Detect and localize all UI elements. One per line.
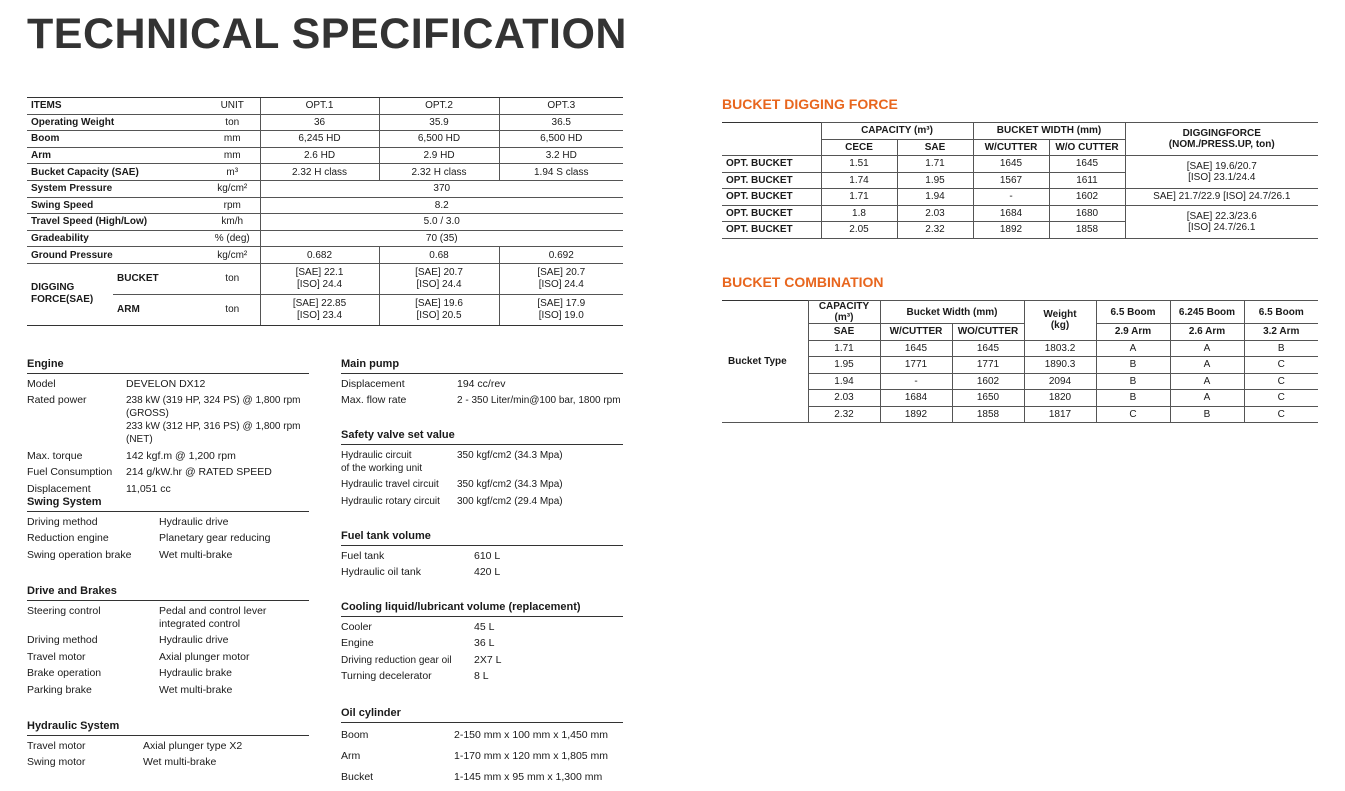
header-boom-3: 6.5 Boom	[1244, 301, 1318, 324]
force-cell: [SAE] 19.6/20.7 [ISO] 23.1/24.4	[1125, 156, 1318, 189]
force-cell: SAE] 21.7/22.9 [ISO] 24.7/26.1	[1125, 189, 1318, 206]
value: 370	[260, 180, 623, 197]
row-label: OPT. BUCKET	[722, 172, 821, 189]
cell: 1680	[1049, 205, 1125, 222]
engine-title: Engine	[27, 358, 309, 374]
cell: 1645	[880, 340, 952, 357]
cell: B	[1170, 406, 1244, 423]
header-capacity: CAPACITY (m³)	[821, 123, 973, 140]
cell: 1803.2	[1024, 340, 1096, 357]
value: 35.9	[379, 114, 499, 131]
cell: -	[880, 373, 952, 390]
cell: 1645	[952, 340, 1024, 357]
cell: 2.32	[897, 222, 973, 239]
header-opt3: OPT.3	[499, 98, 623, 115]
value: 8.2	[260, 197, 623, 214]
spec-key: Steering control	[27, 604, 101, 617]
spec-value: 45 L	[474, 620, 495, 633]
spec-key: Model	[27, 377, 56, 390]
value: [SAE] 20.7 [ISO] 24.4	[379, 263, 499, 294]
digging-row	[722, 205, 1318, 222]
cell: 1645	[1049, 156, 1125, 173]
spec-row-boom	[27, 131, 623, 148]
item-label: Bucket Capacity (SAE)	[27, 164, 205, 181]
fuel-tank-section	[341, 530, 623, 579]
digging-bucket-label: BUCKET	[113, 263, 205, 294]
spec-key: Cooler	[341, 620, 372, 633]
sub-arm-1: 2.9 Arm	[1096, 324, 1170, 341]
spec-row-arm	[27, 147, 623, 164]
fuel-tank-title: Fuel tank volume	[341, 530, 623, 546]
page-title: TECHNICAL SPECIFICATION	[27, 10, 627, 58]
unit: kg/cm²	[205, 247, 260, 264]
spec-key: Brake operation	[27, 667, 102, 679]
value: 6,500 HD	[379, 131, 499, 148]
safety-valve-section	[341, 429, 623, 508]
spec-value: Axial plunger type X2	[143, 739, 243, 752]
unit: mm	[205, 131, 260, 148]
cell: C	[1244, 373, 1318, 390]
cell: A	[1170, 390, 1244, 407]
value: 1.94 S class	[499, 164, 623, 181]
spec-key: Max. flow rate	[341, 394, 407, 406]
header-opt1: OPT.1	[260, 98, 379, 115]
sub-wcutter: W/CUTTER	[973, 139, 1049, 156]
spec-key: Displacement	[341, 377, 405, 390]
cell: C	[1244, 406, 1318, 423]
spec-key: Parking brake	[27, 683, 92, 696]
spec-value: Wet multi-brake	[159, 683, 233, 696]
value: [SAE] 19.6 [ISO] 20.5	[379, 294, 499, 325]
cell: A	[1096, 340, 1170, 357]
engine-section	[27, 358, 309, 496]
cooling-title: Cooling liquid/lubricant volume (replacement)	[341, 601, 623, 617]
bucket-digging-table	[722, 122, 1318, 239]
unit: ton	[205, 114, 260, 131]
value: 70 (35)	[260, 230, 623, 247]
unit: ton	[205, 263, 260, 294]
cell: 1602	[952, 373, 1024, 390]
value: [SAE] 20.7 [ISO] 24.4	[499, 263, 623, 294]
cell: 1892	[973, 222, 1049, 239]
value: 5.0 / 3.0	[260, 214, 623, 231]
row-label: OPT. BUCKET	[722, 156, 821, 173]
cell: C	[1244, 357, 1318, 374]
swing-system-title: Swing System	[27, 496, 309, 512]
spec-key: Hydraulic rotary circuit	[341, 495, 440, 507]
row-label: OPT. BUCKET	[722, 189, 821, 206]
value: 6,500 HD	[499, 131, 623, 148]
spec-key: Reduction engine	[27, 532, 109, 544]
spec-key: Boom	[341, 729, 369, 741]
value: [SAE] 17.9 [ISO] 19.0	[499, 294, 623, 325]
header-force: DIGGINGFORCE (NOM./PRESS.UP, ton)	[1125, 123, 1318, 156]
spec-row-swing-speed	[27, 197, 623, 214]
item-label: Gradeability	[27, 230, 205, 247]
unit: ton	[205, 294, 260, 325]
cell: 2.03	[897, 205, 973, 222]
value: 2.9 HD	[379, 147, 499, 164]
combination-row	[722, 373, 1318, 390]
cell: 1684	[880, 390, 952, 407]
cell: 1858	[1049, 222, 1125, 239]
spec-key: Turning decelerator	[341, 670, 432, 682]
cell: B	[1244, 340, 1318, 357]
sub-arm-3: 3.2 Arm	[1244, 324, 1318, 341]
cell: 1650	[952, 390, 1024, 407]
spec-key: Swing motor	[27, 756, 86, 768]
value: 2.32 H class	[260, 164, 379, 181]
spec-value: Planetary gear reducing	[159, 532, 271, 544]
item-label: Operating Weight	[27, 114, 205, 131]
unit: km/h	[205, 214, 260, 231]
spec-value: Hydraulic drive	[159, 515, 229, 528]
spec-value: Pedal and control lever integrated control	[159, 604, 267, 630]
cell: 1.95	[808, 357, 880, 374]
sub-wocutter: W/O CUTTER	[1049, 139, 1125, 156]
cell: A	[1170, 373, 1244, 390]
value: 6,245 HD	[260, 131, 379, 148]
spec-value: 8 L	[474, 670, 489, 682]
bucket-combination-table	[722, 300, 1318, 423]
header-unit: UNIT	[205, 98, 260, 115]
cell: C	[1096, 406, 1170, 423]
spec-value: 1-145 mm x 95 mm x 1,300 mm	[454, 771, 603, 783]
oil-cylinder-title: Oil cylinder	[341, 707, 623, 723]
spec-value: 11,051 cc	[126, 482, 171, 495]
drive-brakes-section	[27, 585, 309, 697]
cell: A	[1170, 357, 1244, 374]
cooling-section	[341, 601, 623, 683]
spec-value: 350 kgf/cm2 (34.3 Mpa)	[457, 479, 563, 490]
sub-sae: SAE	[897, 139, 973, 156]
spec-value: 2X7 L	[474, 653, 502, 666]
bucket-type-label: Bucket Type	[722, 301, 808, 423]
unit: % (deg)	[205, 230, 260, 247]
digging-arm-label: ARM	[113, 294, 205, 325]
item-label: Boom	[27, 131, 205, 148]
spec-key: Hydraulic travel circuit	[341, 479, 439, 490]
empty-corner	[722, 123, 821, 156]
spec-value: 142 kgf.m @ 1,200 rpm	[126, 449, 236, 462]
item-label: Travel Speed (High/Low)	[27, 214, 205, 231]
cell: 2094	[1024, 373, 1096, 390]
cell: 1.71	[897, 156, 973, 173]
bucket-combination-title: BUCKET COMBINATION	[722, 274, 884, 290]
cell: C	[1244, 390, 1318, 407]
unit: mm	[205, 147, 260, 164]
spec-row-digging-bucket	[27, 263, 623, 294]
digging-label-2: FORCE(SAE)	[31, 294, 94, 306]
spec-value: 350 kgf/cm2 (34.3 Mpa)	[457, 449, 563, 461]
header-opt2: OPT.2	[379, 98, 499, 115]
drive-brakes-title: Drive and Brakes	[27, 585, 309, 601]
combination-row	[722, 390, 1318, 407]
cell: B	[1096, 373, 1170, 390]
spec-key: Fuel tank	[341, 549, 385, 562]
spec-value: 36 L	[474, 637, 495, 649]
spec-value: Hydraulic brake	[159, 667, 232, 679]
header-width: BUCKET WIDTH (mm)	[973, 123, 1125, 140]
sub-wcutter: W/CUTTER	[880, 324, 952, 341]
cell: 1684	[973, 205, 1049, 222]
sub-wocutter: WO/CUTTER	[952, 324, 1024, 341]
value: 0.692	[499, 247, 623, 264]
spec-row-bucket-capacity	[27, 164, 623, 181]
spec-key: Bucket	[341, 771, 374, 783]
cell: 1817	[1024, 406, 1096, 423]
spec-key: Driving reduction gear oil	[341, 654, 452, 666]
sub-sae: SAE	[808, 324, 880, 341]
spec-row-gradeability	[27, 230, 623, 247]
spec-value: 610 L	[474, 549, 501, 562]
value: 2.6 HD	[260, 147, 379, 164]
cell: 1.8	[821, 205, 897, 222]
force-cell: [SAE] 22.3/23.6 [ISO] 24.7/26.1	[1125, 205, 1318, 238]
spec-value: 2-150 mm x 100 mm x 1,450 mm	[454, 729, 609, 741]
cell: 2.05	[821, 222, 897, 239]
main-pump-section	[341, 358, 623, 407]
spec-key: Driving method	[27, 515, 98, 528]
spec-key: Fuel Consumption	[27, 466, 113, 478]
cell: 1890.3	[1024, 357, 1096, 374]
cell: 1611	[1049, 172, 1125, 189]
cell: -	[973, 189, 1049, 206]
item-label: System Pressure	[27, 180, 205, 197]
digging-force-label	[27, 263, 113, 325]
unit: rpm	[205, 197, 260, 214]
oil-cylinder-section	[341, 707, 623, 784]
spec-key: Rated power	[27, 394, 87, 406]
spec-key: Travel motor	[27, 650, 86, 663]
header-width: Bucket Width (mm)	[880, 301, 1024, 324]
spec-row-digging-arm	[27, 294, 623, 325]
spec-row-ground-pressure	[27, 247, 623, 264]
sub-cece: CECE	[821, 139, 897, 156]
bucket-digging-title: BUCKET DIGGING FORCE	[722, 96, 898, 112]
cell: 1.94	[808, 373, 880, 390]
value: 0.682	[260, 247, 379, 264]
cell: 1567	[973, 172, 1049, 189]
value: [SAE] 22.1 [ISO] 24.4	[260, 263, 379, 294]
cell: 1820	[1024, 390, 1096, 407]
spec-value: 1-170 mm x 120 mm x 1,805 mm	[454, 750, 609, 762]
value: [SAE] 22.85 [ISO] 23.4	[260, 294, 379, 325]
cell: 1892	[880, 406, 952, 423]
spec-value: 194 cc/rev	[457, 377, 506, 390]
spec-key: Driving method	[27, 634, 98, 646]
cell: 1.71	[821, 189, 897, 206]
row-label: OPT. BUCKET	[722, 205, 821, 222]
unit: m³	[205, 164, 260, 181]
spec-key: Swing operation brake	[27, 548, 132, 561]
cell: 2.32	[808, 406, 880, 423]
spec-row-operating-weight	[27, 114, 623, 131]
cell: 1858	[952, 406, 1024, 423]
spec-key: Arm	[341, 750, 361, 762]
header-items: ITEMS	[27, 98, 205, 115]
cell: 1645	[973, 156, 1049, 173]
spec-value: 238 kW (319 HP, 324 PS) @ 1,800 rpm (GROSS) 233 kW (312 HP, 316 PS) @ 1,800 rpm (NET)	[126, 395, 301, 445]
spec-value: 300 kgf/cm2 (29.4 Mpa)	[457, 495, 563, 507]
spec-key: Engine	[341, 637, 374, 649]
cell: 1771	[952, 357, 1024, 374]
spec-row-travel-speed	[27, 214, 623, 231]
digging-row	[722, 156, 1318, 173]
item-label: Ground Pressure	[27, 247, 205, 264]
combination-row	[722, 406, 1318, 423]
spec-value: Hydraulic drive	[159, 634, 229, 646]
spec-value: Wet multi-brake	[159, 548, 233, 561]
cell: 1.94	[897, 189, 973, 206]
cell: 1.95	[897, 172, 973, 189]
cell: B	[1096, 390, 1170, 407]
cell: 1.51	[821, 156, 897, 173]
swing-system-section	[27, 496, 309, 562]
value: 0.68	[379, 247, 499, 264]
cell: 2.03	[808, 390, 880, 407]
header-capacity: CAPACITY (m³)	[808, 301, 880, 324]
main-pump-title: Main pump	[341, 358, 623, 374]
header-boom-2: 6.245 Boom	[1170, 301, 1244, 324]
spec-value: DEVELON DX12	[126, 377, 206, 390]
cell: 1602	[1049, 189, 1125, 206]
unit: kg/cm²	[205, 180, 260, 197]
spec-key: Displacement	[27, 482, 91, 495]
spec-key: Max. torque	[27, 449, 83, 462]
value: 2.32 H class	[379, 164, 499, 181]
cell: B	[1096, 357, 1170, 374]
spec-value: 420 L	[474, 566, 501, 578]
spec-value: Axial plunger motor	[159, 650, 250, 663]
header-boom-1: 6.5 Boom	[1096, 301, 1170, 324]
combination-row	[722, 357, 1318, 374]
hydraulic-system-section	[27, 720, 309, 769]
spec-header-row	[27, 98, 623, 115]
combination-row	[722, 340, 1318, 357]
item-label: Swing Speed	[27, 197, 205, 214]
spec-key: Hydraulic circuit of the working unit	[341, 449, 423, 474]
sub-arm-2: 2.6 Arm	[1170, 324, 1244, 341]
item-label: Arm	[27, 147, 205, 164]
row-label: OPT. BUCKET	[722, 222, 821, 239]
hydraulic-system-title: Hydraulic System	[27, 720, 309, 736]
value: 3.2 HD	[499, 147, 623, 164]
digging-label-1: DIGGING	[31, 282, 75, 294]
spec-value: Wet multi-brake	[143, 756, 217, 768]
value: 36.5	[499, 114, 623, 131]
cell: A	[1170, 340, 1244, 357]
cell: 1.74	[821, 172, 897, 189]
cell: 1771	[880, 357, 952, 374]
digging-row	[722, 189, 1318, 206]
spec-row-system-pressure	[27, 180, 623, 197]
spec-key: Travel motor	[27, 739, 86, 752]
spec-key: Hydraulic oil tank	[341, 566, 421, 578]
cell: 1.71	[808, 340, 880, 357]
spec-value: 214 g/kW.hr @ RATED SPEED	[126, 466, 272, 478]
spec-value: 2 - 350 Liter/min@100 bar, 1800 rpm	[457, 395, 621, 406]
value: 36	[260, 114, 379, 131]
safety-valve-title: Safety valve set value	[341, 429, 623, 445]
header-weight: Weight (kg)	[1024, 301, 1096, 341]
spec-table	[27, 97, 623, 326]
